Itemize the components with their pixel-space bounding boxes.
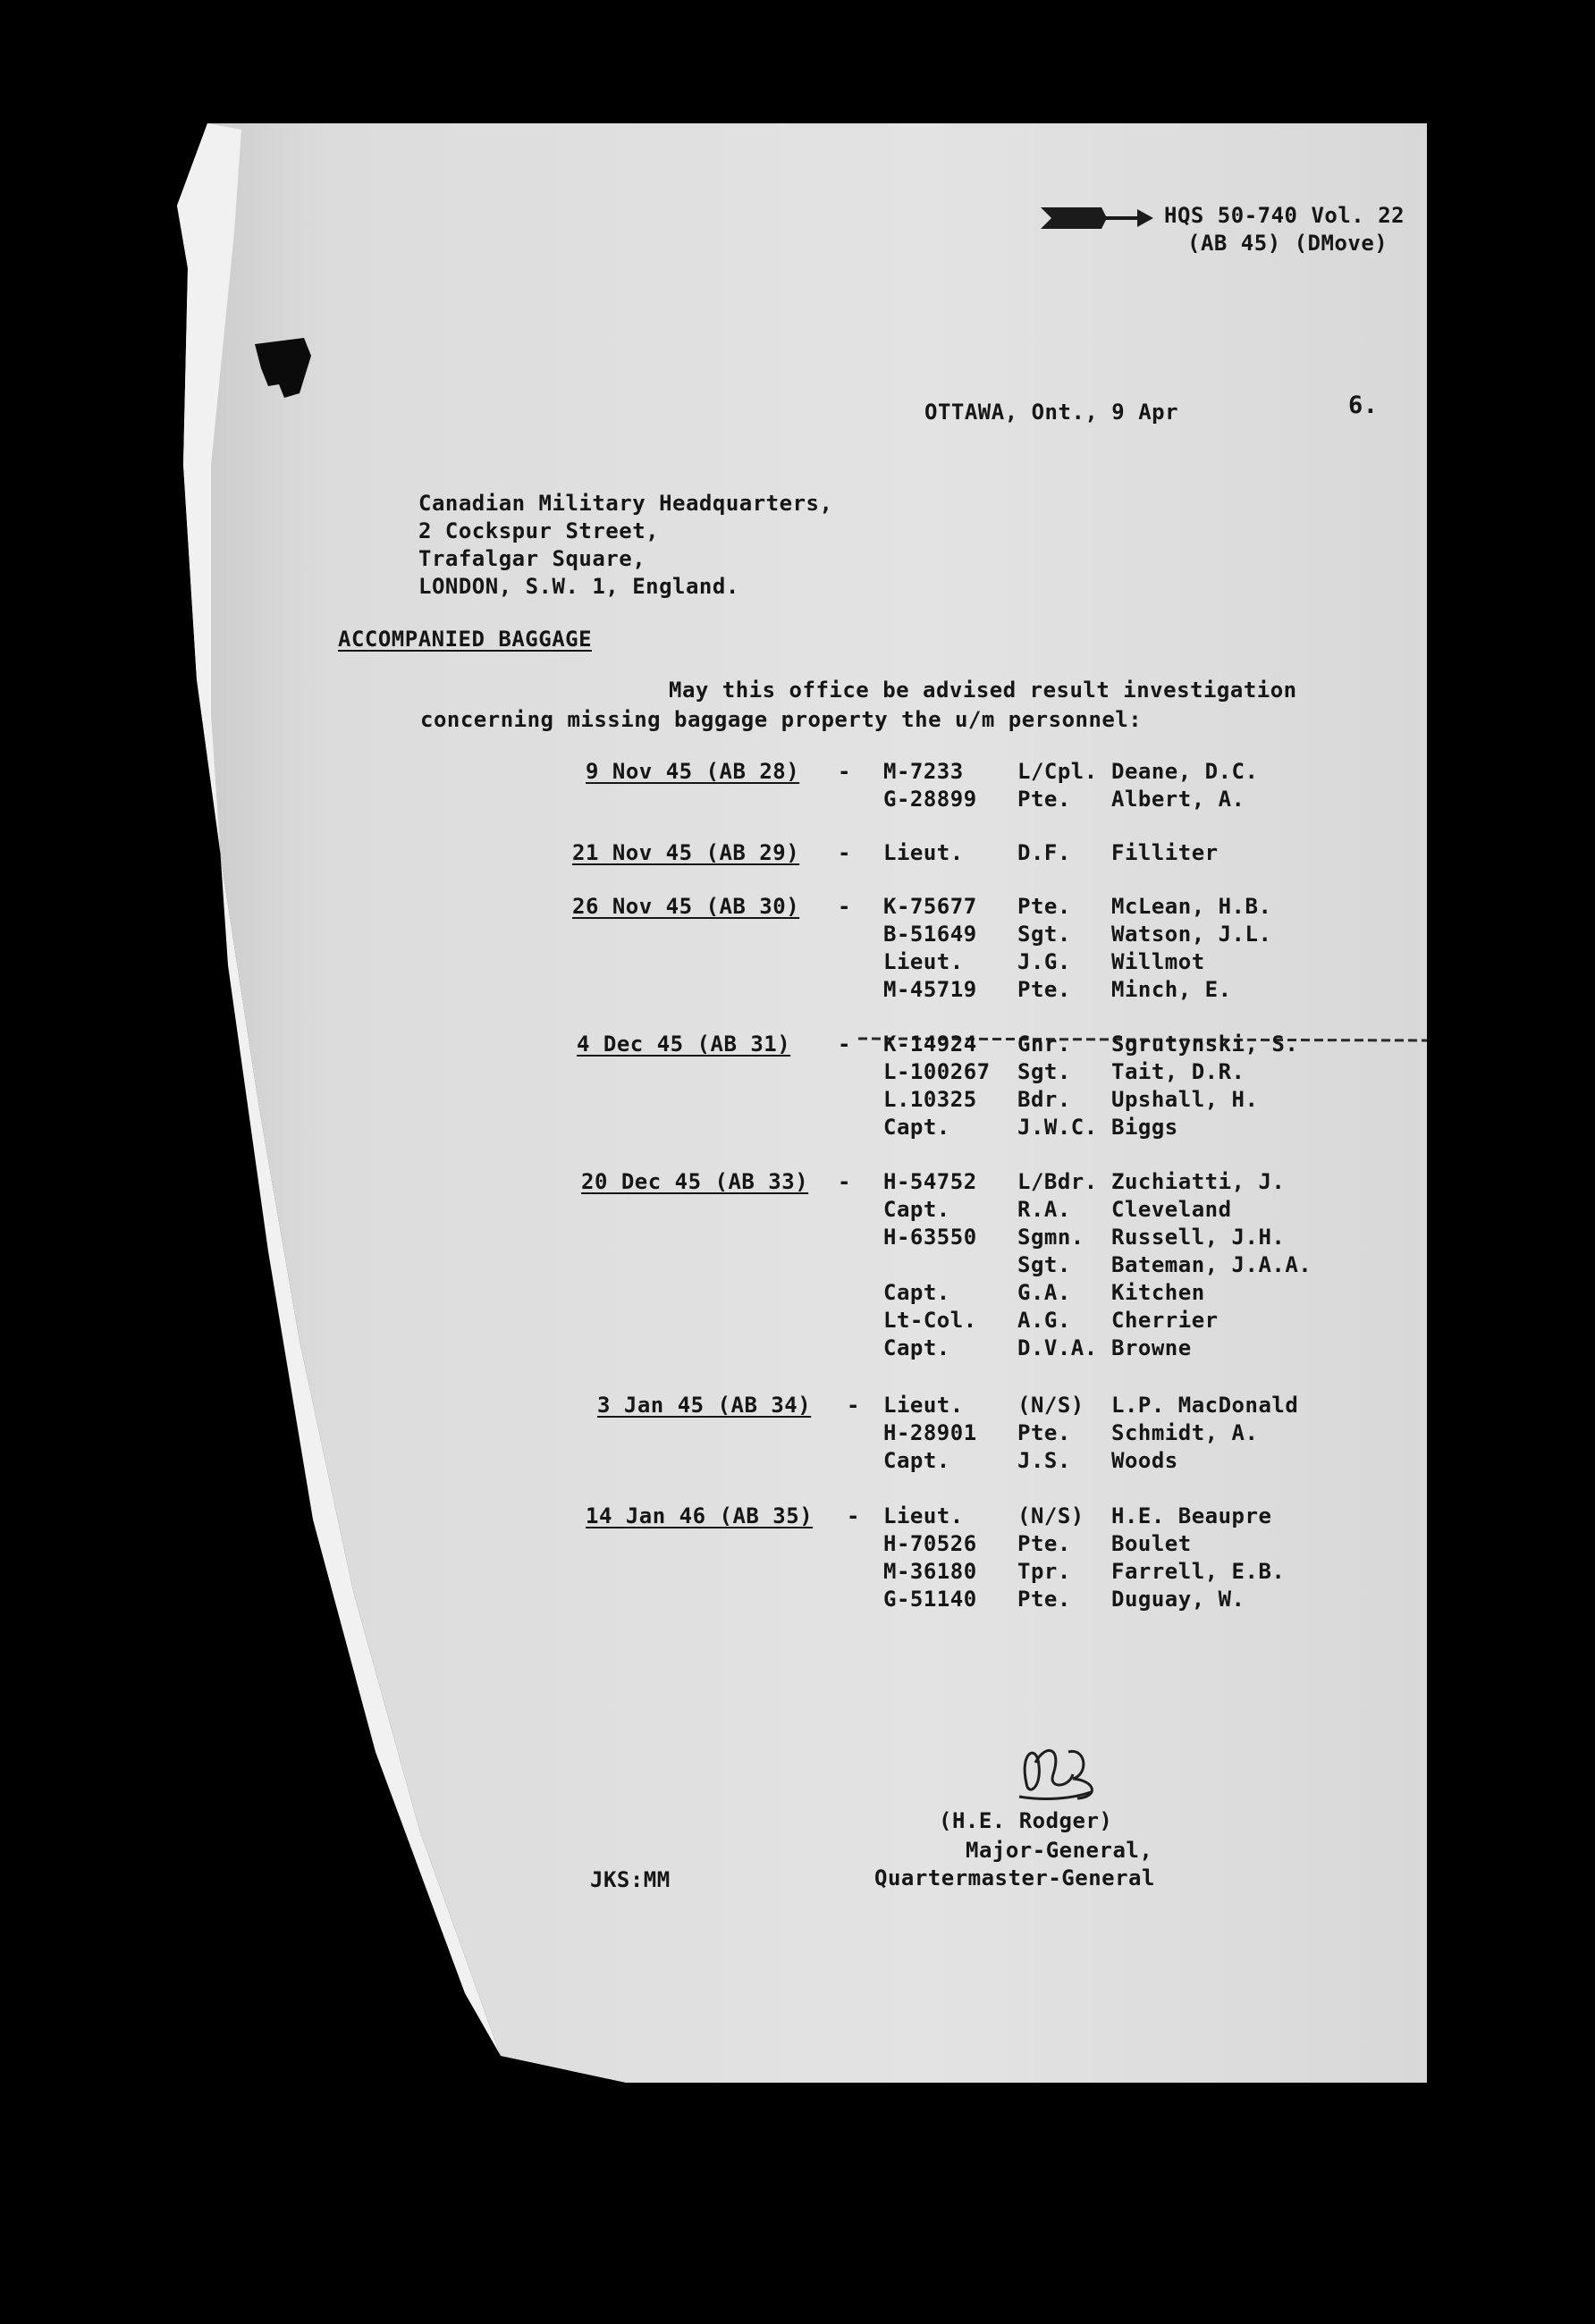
service-number: H-28901 [883,1420,977,1445]
entry-date: 9 Nov 45 (AB 28) [586,759,800,784]
service-number: Lieut. [883,1503,964,1528]
rank: R.A. [1017,1197,1071,1222]
entry-dash: - [838,759,851,784]
service-number: K-75677 [883,894,977,919]
rank: D.F. [1017,840,1071,865]
rank: (N/S) [1017,1503,1084,1528]
service-number: L.10325 [883,1087,977,1112]
person-name: H.E. Beaupre [1111,1503,1272,1528]
entry-date: 21 Nov 45 (AB 29) [572,840,800,865]
service-number: M-36180 [883,1559,977,1584]
entry-date: 14 Jan 46 (AB 35) [586,1503,814,1528]
rank: J.S. [1017,1448,1071,1473]
signatory-title1: Major-General, [966,1838,1153,1863]
service-number: M-45719 [883,977,977,1002]
address-line: 2 Cockspur Street, [418,518,660,543]
entry-dash: - [838,1169,851,1194]
person-name: L.P. MacDonald [1111,1393,1299,1418]
person-name: Tait, D.R. [1111,1059,1245,1084]
rank: Sgt. [1017,922,1071,947]
rank: Pte. [1017,787,1071,812]
service-number: Capt. [883,1335,950,1360]
dateline-place: OTTAWA, Ont., 9 Apr [924,400,1179,425]
file-reference-line1: HQS 50-740 Vol. 22 [1164,203,1405,228]
service-number: K-14924 [883,1031,977,1057]
entry-dash: - [847,1393,860,1418]
signatory-name: (H.E. Rodger) [939,1808,1113,1833]
service-number: Lieut. [883,949,964,974]
rank: Sgt. [1017,1252,1071,1277]
rank: Pte. [1017,1420,1071,1445]
person-name: Farrell, E.B. [1111,1559,1286,1584]
entry-date: 20 Dec 45 (AB 33) [581,1169,809,1194]
rank: Sgt. [1017,1059,1071,1084]
rank: J.G. [1017,949,1071,974]
person-name: Cleveland [1111,1197,1232,1222]
entry-dash: - [838,840,851,865]
address-line: Trafalgar Square, [418,546,646,571]
person-name: Browne [1111,1335,1192,1360]
service-number: B-51649 [883,922,977,947]
service-number: L-100267 [883,1059,991,1084]
address-line: Canadian Military Headquarters, [418,491,833,516]
reference-initials: JKS:MM [590,1867,671,1892]
person-name: Watson, J.L. [1111,922,1272,947]
rank: Pte. [1017,977,1071,1002]
entry-dash: - [847,1503,860,1528]
entry-date: 4 Dec 45 (AB 31) [577,1031,791,1057]
rank: G.A. [1017,1280,1071,1305]
service-number: M-7233 [883,759,964,784]
service-number: Lieut. [883,840,964,865]
rank: L/Bdr. [1017,1169,1098,1194]
signatory-title2: Quartermaster-General [874,1865,1155,1890]
person-name: Russell, J.H. [1111,1225,1286,1250]
person-name: Duguay, W. [1111,1587,1245,1612]
person-name: Biggs [1111,1115,1178,1140]
person-name: Cherrier [1111,1308,1219,1333]
address-line: LONDON, S.W. 1, England. [418,574,739,599]
person-name: Woods [1111,1448,1178,1473]
service-number: Capt. [883,1197,950,1222]
person-name: Kitchen [1111,1280,1205,1305]
service-number: Lieut. [883,1393,964,1418]
dateline-year-suffix: 6. [1348,392,1379,419]
rank: D.V.A. [1017,1335,1098,1360]
service-number: H-70526 [883,1531,977,1556]
person-name: Bateman, J.A.A. [1111,1252,1312,1277]
rank: A.G. [1017,1308,1071,1333]
person-name: Filliter [1111,840,1219,865]
rank: Gnr. [1017,1031,1071,1057]
file-reference-line2: (AB 45) (DMove) [1187,231,1388,256]
body-line1: May this office be advised result investigation [669,678,1297,703]
entry-dash: - [838,1031,851,1057]
rank: Pte. [1017,894,1071,919]
person-name: Zuchiatti, J. [1111,1169,1286,1194]
service-number: Lt-Col. [883,1308,977,1333]
person-name: Sgrutynski, S. [1111,1031,1299,1057]
rank: Pte. [1017,1531,1071,1556]
rank: Sgmn. [1017,1225,1084,1250]
rank: L/Cpl. [1017,759,1098,784]
person-name: Schmidt, A. [1111,1420,1259,1445]
rank: Pte. [1017,1587,1071,1612]
body-line2: concerning missing baggage property the u/m personnel: [420,707,1143,732]
entry-date: 26 Nov 45 (AB 30) [572,894,800,919]
person-name: Minch, E. [1111,977,1232,1002]
service-number: Capt. [883,1115,950,1140]
entry-dash: - [838,894,851,919]
rank: Bdr. [1017,1087,1071,1112]
service-number: H-63550 [883,1225,977,1250]
service-number: G-51140 [883,1587,977,1612]
person-name: Albert, A. [1111,787,1245,812]
service-number: Capt. [883,1280,950,1305]
rank: (N/S) [1017,1393,1084,1418]
service-number: Capt. [883,1448,950,1473]
service-number: G-28899 [883,787,977,812]
person-name: Willmot [1111,949,1205,974]
person-name: Deane, D.C. [1111,759,1259,784]
person-name: McLean, H.B. [1111,894,1272,919]
entry-date: 3 Jan 45 (AB 34) [597,1393,812,1418]
service-number: H-54752 [883,1169,977,1194]
subject-heading: ACCOMPANIED BAGGAGE [338,627,593,652]
person-name: Upshall, H. [1111,1087,1259,1112]
person-name: Boulet [1111,1531,1192,1556]
rank: Tpr. [1017,1559,1071,1584]
rank: J.W.C. [1017,1115,1098,1140]
